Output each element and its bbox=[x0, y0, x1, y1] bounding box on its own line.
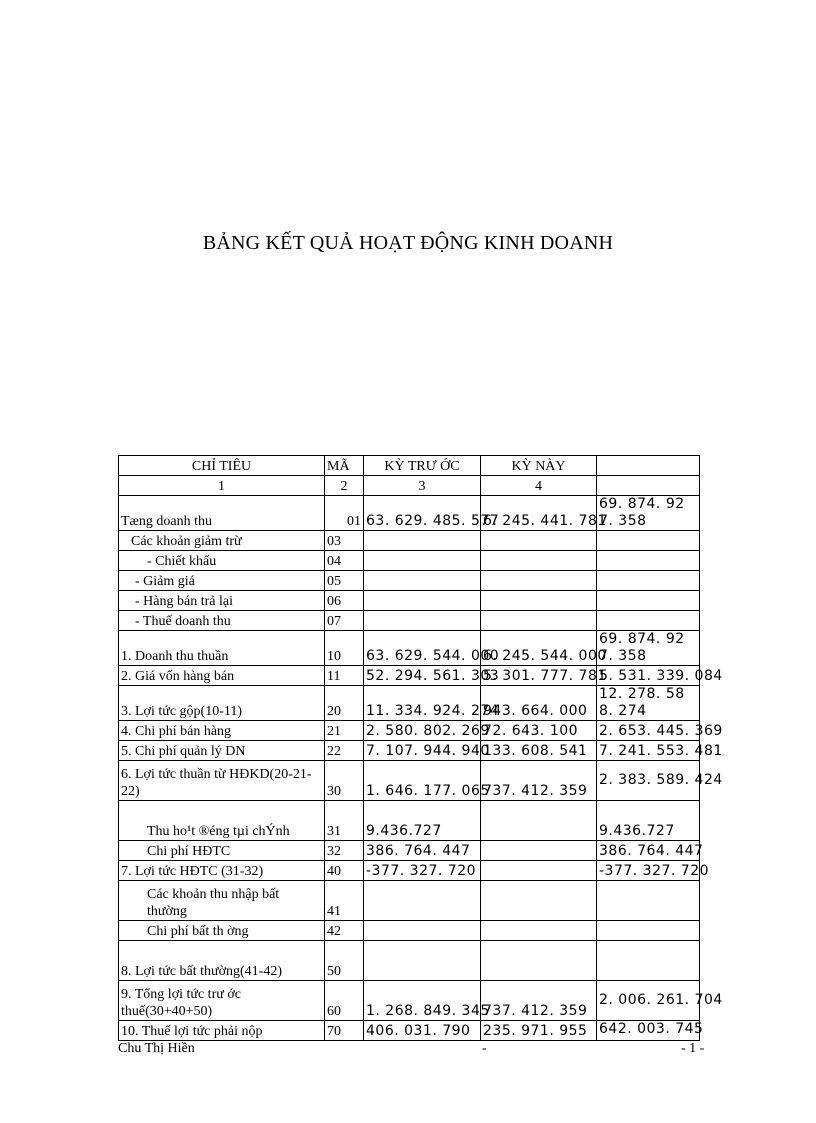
table-row bbox=[119, 571, 700, 591]
footer-author: Chu Thị Hiền bbox=[118, 1041, 195, 1056]
row-label: - Giảm giá bbox=[119, 571, 325, 591]
row-curr-value bbox=[481, 921, 597, 941]
row-label: 10. Thuế lợi tức phải nộp bbox=[119, 1021, 325, 1041]
row-total-value: 9.436.727 bbox=[597, 801, 700, 841]
row-prev-value bbox=[364, 881, 481, 921]
row-curr-value: 133. 608. 541 bbox=[481, 741, 597, 761]
row-code: 07 bbox=[325, 611, 364, 631]
row-code: 42 bbox=[325, 921, 364, 941]
row-curr-value bbox=[481, 591, 597, 611]
footer-page-number: - 1 - bbox=[681, 1041, 705, 1056]
row-curr-value bbox=[481, 531, 597, 551]
row-label: 8. Lợi tức bất thường(41-42) bbox=[119, 941, 325, 981]
row-code: 40 bbox=[325, 861, 364, 881]
row-code: 01 bbox=[325, 496, 364, 531]
row-label: Chi phí bất th ờng bbox=[119, 921, 325, 941]
row-curr-value bbox=[481, 571, 597, 591]
row-code: 31 bbox=[325, 801, 364, 841]
table-row bbox=[119, 921, 700, 941]
col-number-3: 3 bbox=[364, 476, 481, 496]
table-row bbox=[119, 551, 700, 571]
table-row bbox=[119, 496, 700, 531]
row-total-value bbox=[597, 591, 700, 611]
row-code: 32 bbox=[325, 841, 364, 861]
row-code: 22 bbox=[325, 741, 364, 761]
row-prev-value: 406. 031. 790 bbox=[364, 1021, 481, 1041]
row-code: 60 bbox=[325, 981, 364, 1021]
row-label: 9. Tổng lợi tức trư ớc thuế(30+40+50) bbox=[119, 981, 325, 1021]
row-prev-value bbox=[364, 591, 481, 611]
row-label: - Chiết khấu bbox=[119, 551, 325, 571]
page-title: BẢNG KẾT QUẢ HOẠT ĐỘNG KINH DOANH bbox=[202, 232, 614, 254]
row-code: 21 bbox=[325, 721, 364, 741]
row-label: Thu ho¹t ®éng tµi chÝnh bbox=[119, 801, 325, 841]
footer-separator: - bbox=[482, 1041, 487, 1056]
row-curr-value: 943. 664. 000 bbox=[481, 686, 597, 721]
row-code: 70 bbox=[325, 1021, 364, 1041]
row-curr-value bbox=[481, 941, 597, 981]
row-label: - Thuế doanh thu bbox=[119, 611, 325, 631]
row-label: 2. Giá vốn hàng bán bbox=[119, 666, 325, 686]
row-curr-value bbox=[481, 881, 597, 921]
row-code: 20 bbox=[325, 686, 364, 721]
row-curr-value bbox=[481, 551, 597, 571]
row-code: 10 bbox=[325, 631, 364, 666]
table-row bbox=[119, 631, 700, 666]
row-code: 50 bbox=[325, 941, 364, 981]
row-curr-value: 6. 245. 544. 000 bbox=[481, 631, 597, 666]
row-prev-value bbox=[364, 921, 481, 941]
row-label: Các khoản giảm trừ bbox=[119, 531, 325, 551]
table-row bbox=[119, 591, 700, 611]
row-prev-value: 9.436.727 bbox=[364, 801, 481, 841]
row-label: Các khoản thu nhập bất thường bbox=[119, 881, 325, 921]
header-ma: MÃ bbox=[325, 456, 364, 476]
row-curr-value bbox=[481, 611, 597, 631]
business-results-table bbox=[118, 455, 723, 1041]
row-total-value: 2. 653. 445. 369 bbox=[597, 721, 700, 741]
row-total-value bbox=[597, 921, 700, 941]
table-header-row bbox=[119, 456, 700, 476]
row-prev-value: 1. 646. 177. 065 bbox=[364, 761, 481, 801]
row-label: 6. Lợi tức thuần từ HĐKD(20-21-22) bbox=[119, 761, 325, 801]
row-code: 03 bbox=[325, 531, 364, 551]
row-prev-value: 2. 580. 802. 269 bbox=[364, 721, 481, 741]
row-label: Chi phí HĐTC bbox=[119, 841, 325, 861]
row-curr-value: 737. 412. 359 bbox=[481, 761, 597, 801]
table-row bbox=[119, 611, 700, 631]
row-total-value bbox=[597, 551, 700, 571]
table-row bbox=[119, 721, 700, 741]
row-prev-value: 63. 629. 485. 577 bbox=[364, 496, 481, 531]
row-label: - Hàng bán trả lại bbox=[119, 591, 325, 611]
row-total-value: 69. 874. 927. 358 bbox=[597, 496, 700, 531]
row-prev-value: 1. 268. 849. 345 bbox=[364, 981, 481, 1021]
row-prev-value bbox=[364, 531, 481, 551]
row-code: 05 bbox=[325, 571, 364, 591]
row-label: 3. Lợi tức gộp(10-11) bbox=[119, 686, 325, 721]
row-label: 5. Chi phí quản lý DN bbox=[119, 741, 325, 761]
row-prev-value: 11. 334. 924. 274 bbox=[364, 686, 481, 721]
row-prev-value bbox=[364, 941, 481, 981]
row-code: 04 bbox=[325, 551, 364, 571]
row-total-value bbox=[597, 881, 700, 921]
table-row bbox=[119, 666, 700, 686]
row-curr-value bbox=[481, 841, 597, 861]
row-curr-value: 5. 301. 777. 781 bbox=[481, 666, 597, 686]
row-total-value: 7. 241. 553. 481 bbox=[597, 741, 700, 761]
table-column-number-row bbox=[119, 476, 700, 496]
table-row bbox=[119, 941, 700, 981]
row-total-value: 69. 874. 927. 358 bbox=[597, 631, 700, 666]
row-code: 06 bbox=[325, 591, 364, 611]
table-row bbox=[119, 531, 700, 551]
table-row bbox=[119, 841, 700, 861]
row-total-value bbox=[597, 571, 700, 591]
row-total-value: 12. 278. 588. 274 bbox=[597, 686, 700, 721]
row-curr-value: 737. 412. 359 bbox=[481, 981, 597, 1021]
col-number-1: 1 bbox=[119, 476, 325, 496]
header-blank bbox=[597, 456, 700, 476]
col-number-4: 4 bbox=[481, 476, 597, 496]
row-curr-value bbox=[481, 801, 597, 841]
row-total-value: 5. 531. 339. 084 bbox=[597, 666, 700, 686]
row-label: 4. Chi phí bán hàng bbox=[119, 721, 325, 741]
row-prev-value: 63. 629. 544. 000 bbox=[364, 631, 481, 666]
row-label: 1. Doanh thu thuần bbox=[119, 631, 325, 666]
row-curr-value bbox=[481, 861, 597, 881]
row-total-value: 386. 764. 447 bbox=[597, 841, 700, 861]
row-curr-value: 72. 643. 100 bbox=[481, 721, 597, 741]
table-row bbox=[119, 686, 700, 721]
header-ky-nay: KỲ NÀY bbox=[481, 456, 597, 476]
col-number-2: 2 bbox=[325, 476, 364, 496]
row-total-value: -377. 327. 720 bbox=[597, 861, 700, 881]
row-code: 30 bbox=[325, 761, 364, 801]
table-row bbox=[119, 801, 700, 841]
header-chi-tieu: CHỈ TIÊU bbox=[119, 456, 325, 476]
row-curr-value: 6. 245. 441. 781 bbox=[481, 496, 597, 531]
row-prev-value: 7. 107. 944. 940 bbox=[364, 741, 481, 761]
row-total-value bbox=[597, 941, 700, 981]
row-total-value bbox=[597, 611, 700, 631]
row-label: Tæng doanh thu bbox=[119, 496, 325, 531]
table-row bbox=[119, 861, 700, 881]
row-prev-value: 386. 764. 447 bbox=[364, 841, 481, 861]
row-prev-value: -377. 327. 720 bbox=[364, 861, 481, 881]
row-code: 11 bbox=[325, 666, 364, 686]
row-label: 7. Lợi tức HĐTC (31-32) bbox=[119, 861, 325, 881]
header-ky-truoc: KỲ TRƯ ỚC bbox=[364, 456, 481, 476]
row-prev-value bbox=[364, 611, 481, 631]
table-row bbox=[119, 881, 700, 921]
row-prev-value bbox=[364, 571, 481, 591]
row-code: 41 bbox=[325, 881, 364, 921]
row-prev-value: 52. 294. 561. 303 bbox=[364, 666, 481, 686]
table-row bbox=[119, 741, 700, 761]
row-prev-value bbox=[364, 551, 481, 571]
row-total-value: 2. 006. 261. 704 bbox=[597, 981, 700, 1021]
col-number-5 bbox=[597, 476, 700, 496]
table-row bbox=[119, 761, 700, 801]
row-curr-value: 235. 971. 955 bbox=[481, 1021, 597, 1041]
row-total-value: 2. 383. 589. 424 bbox=[597, 761, 700, 801]
row-total-value: 642. 003. 745 bbox=[597, 1021, 700, 1041]
table-row bbox=[119, 981, 700, 1021]
row-total-value bbox=[597, 531, 700, 551]
table-row bbox=[119, 1021, 700, 1041]
